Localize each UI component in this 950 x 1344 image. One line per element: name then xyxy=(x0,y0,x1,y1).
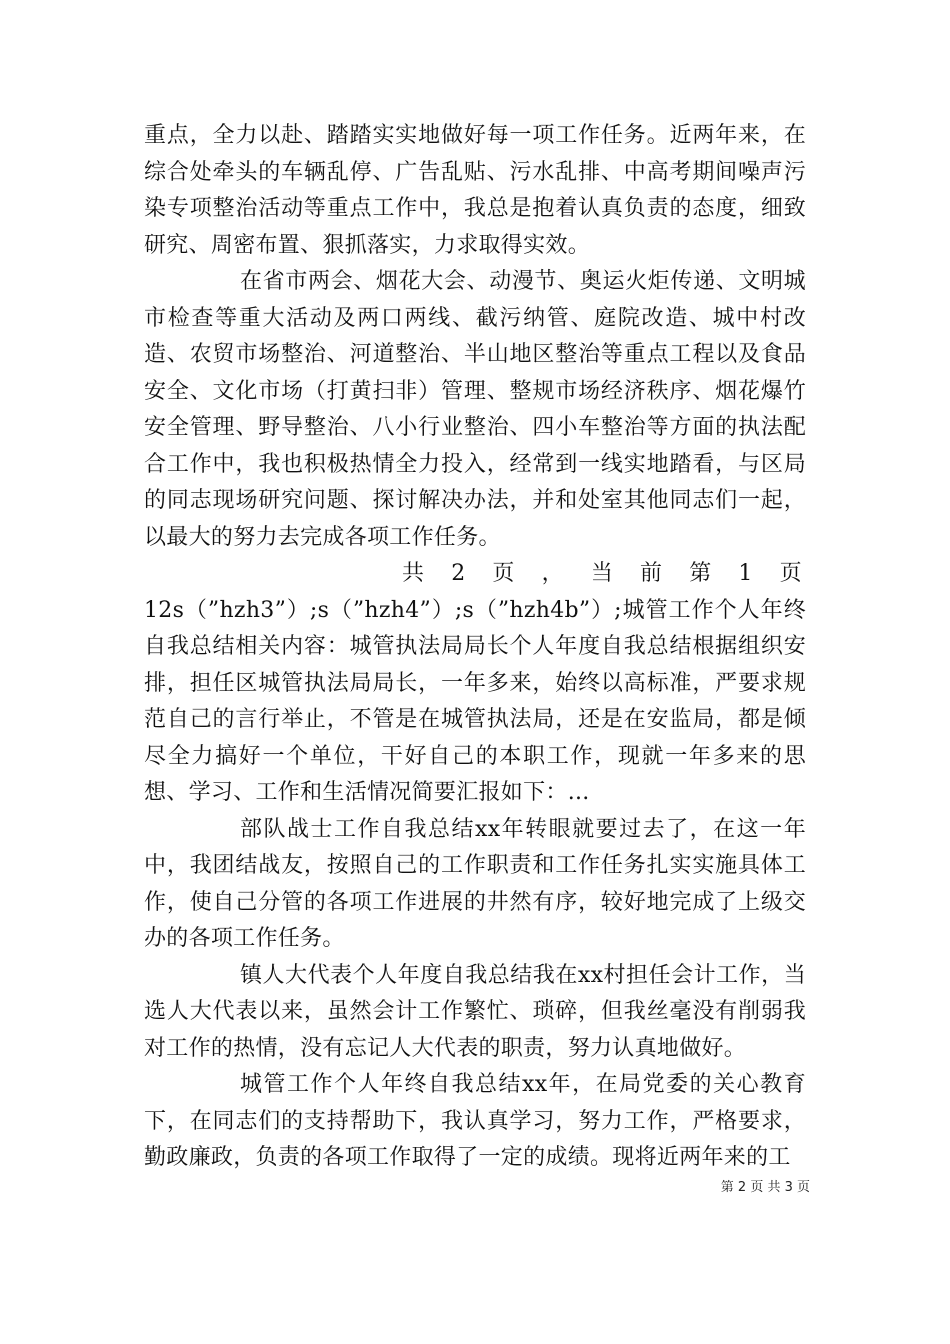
pagination-line xyxy=(144,556,806,593)
paragraph-1: 重点，全力以赴、踏踏实实地做好每一项工作任务。近两年来，在综合处牵头的车辆乱停、广告乱贴、污水乱排、中高考期间噪声污染专项整治活动等重点工作中，我总是抱着认真负责的态度，细致研究、周密布置、狠抓落实，力求取得实效。 xyxy=(144,123,806,258)
body-text xyxy=(144,118,806,1177)
paragraph-2: 在省市两会、烟花大会、动漫节、奥运火炬传递、文明城市检查等重大活动及两口两线、截污纳管、庭院改造、城中村改造、农贸市场整治、河道整治、半山地区整治等重点工程以及食品安全、文化市场（打黄扫非）管理、整规市场经济秩序、烟花爆竹安全管理、野导整治、八小行业整治、四小车整治等方面的执法配合工作中，我也积极热情全力投入，经常到一线实地踏看，与区局的同志现场研究问题、探讨解决办法，并和处室其他同志们一起，以最大的努力去完成各项工作任务。 xyxy=(144,269,806,550)
pagination-char: 第 xyxy=(689,561,712,586)
pagination-char: ， xyxy=(541,561,564,586)
pagination-char: 1 xyxy=(738,561,753,586)
pagination-char: 共 xyxy=(402,561,425,586)
pagination-char: 前 xyxy=(640,561,663,586)
paragraph-3: 12s（”hzh3”）;s（”hzh4”）;s（”hzh4b”）;城管工作个人年终自我总结相关内容：城管执法局局长个人年度自我总结根据组织安排，担任区城管执法局局长，一年多来，始终以高标准，严要求规范自己的言行举止，不管是在城管执法局，还是在安监局，都是倾尽全力搞好一个单位，干好自己的本职工作，现就一年多来的思想、学习、工作和生活情况简要汇报如下：... xyxy=(144,597,806,805)
pagination-char: 页 xyxy=(779,561,802,586)
paragraph-6: 城管工作个人年终自我总结xx年，在局党委的关心教育下，在同志们的支持帮助下，我认真学习，努力工作，严格要求，勤政廉政，负责的各项工作取得了一定的成绩。现将近两年来的工 xyxy=(144,1072,806,1170)
pagination-char: 2 xyxy=(451,561,466,586)
pagination-char: 页 xyxy=(492,561,515,586)
pagination-char: 当 xyxy=(590,561,614,586)
page-footer: 第 2 页 共 3 页 xyxy=(720,1180,810,1195)
paragraph-5: 镇人大代表个人年度自我总结我在xx村担任会计工作，当选人大代表以来，虽然会计工作繁忙、琐碎，但我丝毫没有削弱我对工作的热情，没有忘记人大代表的职责，努力认真地做好。 xyxy=(144,962,806,1061)
paragraph-4: 部队战士工作自我总结xx年转眼就要过去了，在这一年中，我团结战友，按照自己的工作职责和工作任务扎实实施具体工作，使自己分管的各项工作进展的井然有序，较好地完成了上级交办的各项工作任务。 xyxy=(144,816,806,951)
